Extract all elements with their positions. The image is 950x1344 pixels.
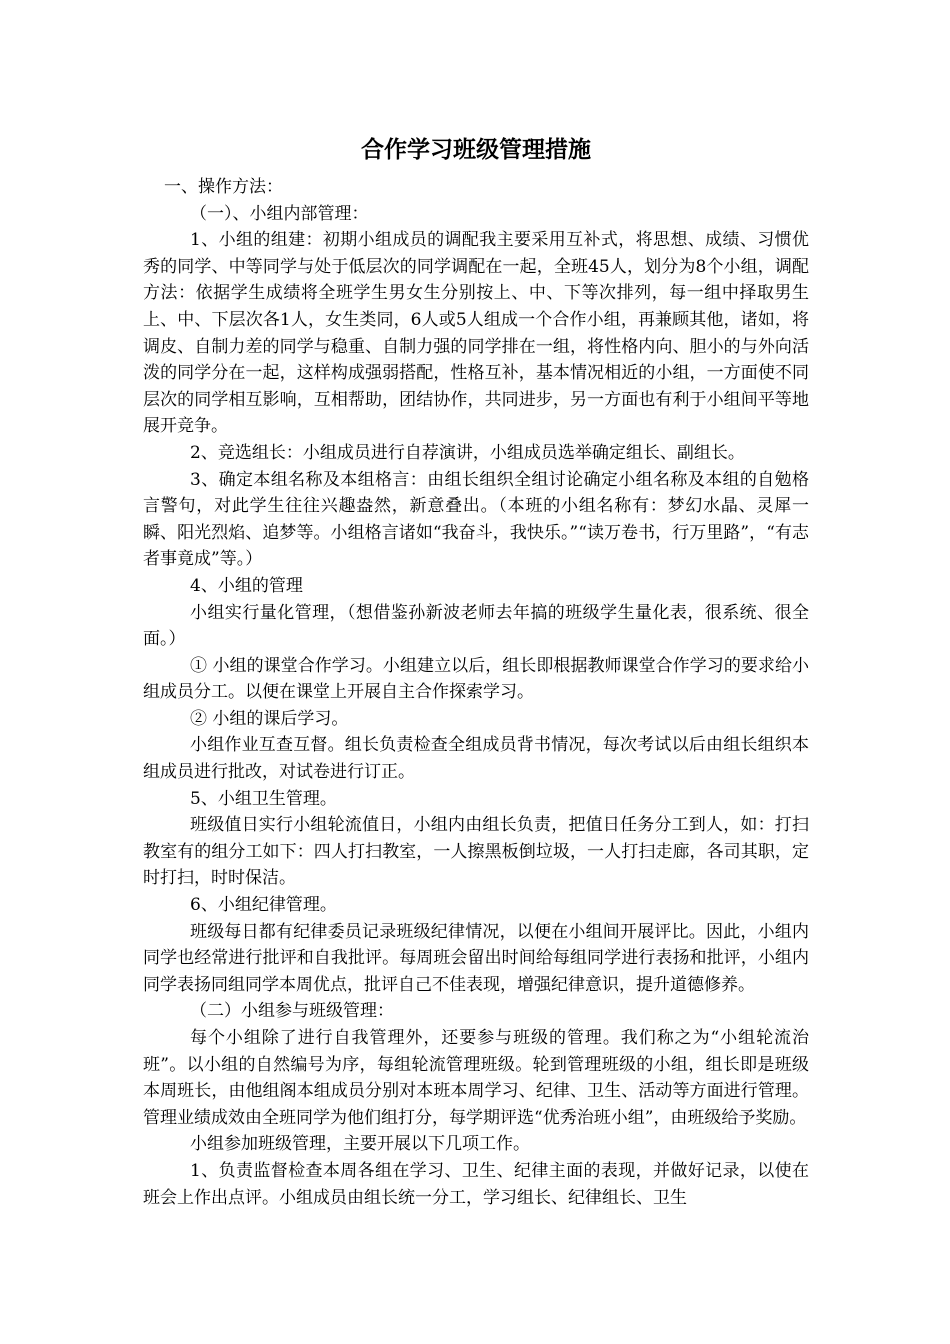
- paragraph: 一、操作方法：: [164, 177, 283, 197]
- paragraph: （一）、小组内部管理：: [190, 203, 369, 224]
- paragraph: 每个小组除了进行自我管理外，还要参与班级的管理。我们称之为“小组轮流治班”。以小组的自然编号为序，每组轮流管理班级。轮到管理班级的小组，组长即是班级本周班长，由他组阁本组成员分别对本班本周学习、纪律、卫生、活动等方面进行管理。管理业绩成效由全班同学为他们组打分，每学期评选“优秀治班小组”，由班级给予奖励。: [143, 1028, 809, 1128]
- paragraph-list: [143, 174, 809, 1211]
- paragraph: 5、小组卫生管理。: [190, 788, 337, 809]
- paragraph: 1、小组的组建：初期小组成员的调配我主要采用互补式，将思想、成绩、习惯优秀的同学、中等同学与处于低层次的同学调配在一起，全班45人，划分为8个小组，调配方法：依据学生成绩将全班学生男女生分别按上、中、下等次排列，每一组中择取男生上、中、下层次各1人，女生类同，6人或5人组成一个合作小组，再兼顾其他，诸如，将调皮、自制力差的同学与稳重、自制力强的同学排在一组，将性格内向、胆小的与外向活泼的同学分在一起，这样构成强弱搭配，性格互补，基本情况相近的小组，一方面使不同层次的同学相互影响，互相帮助，团结协作，共同进步，另一方面也有利于小组间平等地展开竞争。: [143, 230, 809, 437]
- paragraph: 小组作业互查互督。组长负责检查全组成员背书情况，每次考试以后由组长组织本组成员进行批改，对试卷进行订正。: [143, 735, 809, 783]
- paragraph: 4、小组的管理: [190, 575, 303, 596]
- paragraph: 班级值日实行小组轮流值日，小组内由组长负责，把值日任务分工到人，如：打扫教室有的组分工如下：四人打扫教室，一人擦黑板倒垃圾，一人打扫走廊，各司其职，定时打扫，时时保洁。: [143, 815, 809, 889]
- paragraph: 3、确定本组名称及本组格言：由组长组织全组讨论确定小组名称及本组的自勉格言警句，对此学生往往兴趣盎然，新意叠出。（本班的小组名称有：梦幻水晶、灵犀一瞬、阳光烈焰、追梦等。小组格言诸如“我奋斗，我快乐。”“读万卷书，行万里路”，“有志者事竟成”等。）: [143, 469, 809, 570]
- document-body: [143, 134, 809, 1211]
- paragraph: 6、小组纪律管理。: [190, 895, 337, 916]
- paragraph: 1、负责监督检查本周各组在学习、卫生、纪律主面的表现，并做好记录，以使在班会上作出点评。小组成员由组长统一分工，学习组长、纪律组长、卫生: [143, 1160, 809, 1208]
- paragraph: ① 小组的课堂合作学习。小组建立以后，组长即根据教师课堂合作学习的要求给小组成员分工。以便在课堂上开展自主合作探索学习。: [143, 655, 809, 703]
- paragraph: （二）小组参与班级管理：: [190, 1001, 394, 1022]
- paragraph: 2、竞选组长：小组成员进行自荐演讲，小组成员选举确定组长、副组长。: [190, 442, 745, 463]
- paragraph: ② 小组的课后学习。: [190, 708, 349, 729]
- paragraph: 小组参加班级管理，主要开展以下几项工作。: [190, 1134, 530, 1155]
- document-title: 合作学习班级管理措施: [361, 137, 591, 163]
- paragraph: 班级每日都有纪律委员记录班级纪律情况，以便在小组间开展评比。因此，小组内同学也经常进行批评和自我批评。每周班会留出时间给每组同学进行表扬和批评，小组内同学表扬同组同学本周优点，批评自己不佳表现，增强纪律意识，提升道德修养。: [143, 921, 809, 995]
- paragraph: 小组实行量化管理，（想借鉴孙新波老师去年搞的班级学生量化表，很系统、很全面。）: [143, 602, 809, 650]
